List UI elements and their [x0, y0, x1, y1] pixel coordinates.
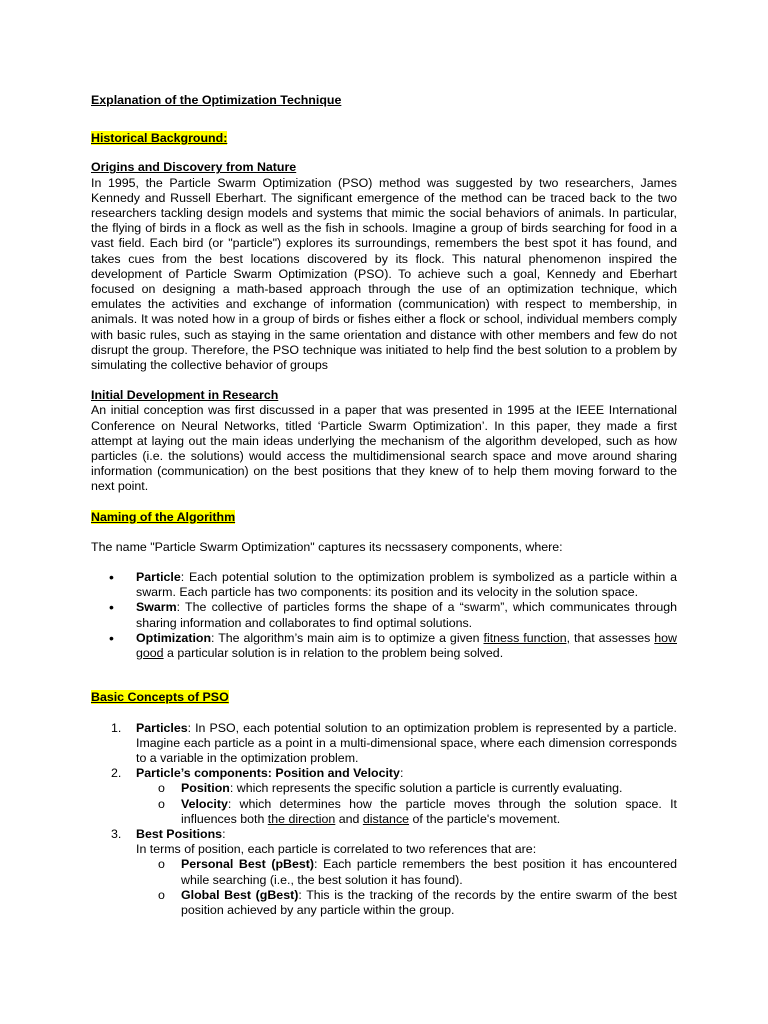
item-text: : In PSO, each potential solution to an optimization problem is represented by a particle. Imagine each particle as a point in a multi-dimensional space, where each dimension corresponds to a variable in the optimization problem. — [136, 720, 677, 765]
how-good-link[interactable]: how good — [136, 630, 677, 661]
naming-list — [91, 570, 677, 661]
origins-paragraph: In 1995, the Particle Swarm Optimization (PSO) method was suggested by two researchers, James Kennedy and Russell Eberhart. The significant emergence of the method can be traced back to the two researchers tackling design models and systems that mimic the social behaviors of animals. In particular, the flying of birds in a flock as well as the fish in schools. Imagine a group of birds searching for food in a vast field. Each bird (or "particle") explores its surroundings, remembers the best spot it has found, and takes cues from the best locations discovered by its flock. This natural phenomenon inspired the development of Particle Swarm Optimization (PSO). To achieve such a goal, Kennedy and Eberhart focused on designing a math-based approach through the use of an optimization technique, which emulates the activities and exchange of information (communication) with respect to membership, in animals. It was noted how in a group of birds or fishes either a flock or school, individual members comply with basic rules, such as staying in the same orientation and distance with other members and few do not disrupt the group. Therefore, the PSO technique was initiated to help find the best solution to a problem by simulating the collective behavior of groups — [91, 175, 677, 373]
naming-heading — [91, 510, 677, 525]
sublist-item — [136, 797, 677, 827]
list-item — [91, 721, 677, 767]
term-position: Position — [181, 781, 230, 796]
document-title: Explanation of the Optimization Technique — [91, 93, 342, 107]
item-text: : The collective of particles forms the shape of a “swarm”, which communicates through sharing information and collaborates to find optimal solutions. — [136, 600, 677, 630]
sublist-item — [136, 888, 677, 918]
origins-heading: Origins and Discovery from Nature — [91, 160, 297, 175]
historical-background-heading — [91, 131, 677, 146]
item-number: 3. — [111, 826, 122, 841]
item-text: : Each potential solution to the optimization problem is symbolized as a particle within a swarm. Each particle has two components: its position and its velocity in the solution space. — [136, 570, 677, 600]
term-best-positions: Best Positions — [136, 826, 223, 841]
item-number: 2. — [111, 766, 122, 781]
item-text: and — [335, 811, 363, 826]
item-text: : — [222, 826, 226, 841]
term-velocity: Velocity — [181, 796, 228, 811]
list-item — [91, 570, 677, 600]
item-text: : This is the tracking of the records by the entire swarm of the best position achieved by any particle within the group. — [181, 887, 677, 917]
list-item — [91, 827, 677, 918]
list-item — [91, 631, 677, 661]
basic-concepts-list — [91, 721, 677, 919]
item-text: a particular solution is in relation to the problem being solved. — [163, 646, 504, 661]
term-particle: Particle — [136, 570, 181, 585]
components-sublist — [136, 781, 677, 827]
item-text: : Each particle remembers the best position it has encountered while searching (i.e., the best solution it has found). — [181, 857, 677, 887]
highlighted-heading: Naming of the Algorithm — [91, 509, 236, 524]
initial-development-heading: Initial Development in Research — [91, 388, 279, 403]
term-swarm: Swarm — [136, 600, 177, 615]
term-gbest: Global Best (gBest) — [181, 887, 299, 902]
term-components: Particle’s components: Position and Velocity — [136, 766, 400, 781]
initial-development-paragraph: An initial conception was first discussed in a paper that was presented in 1995 at the IEEE International Conference on Neural Networks, titled ‘Particle Swarm Optimization’. In this paper, they made a first attempt at laying out the main ideas underlying the mechanism of the algorithm developed, such as how particles (i.e. the solutions) would access the multidimensional search space and move around sharing information (communication) on the best positions that they knew of to help them moving forward to the next point. — [91, 403, 677, 494]
item-text: : — [399, 766, 404, 781]
distance-link[interactable]: distance — [362, 811, 410, 826]
fitness-function-link[interactable]: fitness function, — [483, 630, 571, 645]
list-item — [91, 766, 677, 827]
item-text: of the particle's movement. — [409, 811, 561, 826]
the-direction-link[interactable]: the direction — [267, 811, 336, 826]
term-optimization: Optimization — [136, 630, 212, 645]
item-text: : The algorithm’s main aim is to optimize a given — [211, 630, 484, 645]
basic-concepts-heading — [91, 690, 677, 705]
highlighted-heading: Historical Background: — [91, 131, 228, 146]
item-text: that assesses — [570, 630, 655, 645]
sublist-item — [136, 781, 677, 796]
best-positions-sublist — [136, 857, 677, 918]
item-text: : which determines how the particle moves through the solution space. It influences both — [181, 796, 677, 826]
term-pbest: Personal Best (pBest) — [181, 857, 315, 872]
term-particles: Particles — [136, 720, 188, 735]
best-positions-intro: In terms of position, each particle is correlated to two references that are: — [136, 842, 537, 857]
highlighted-heading: Basic Concepts of PSO — [91, 690, 229, 705]
naming-intro: The name "Particle Swarm Optimization" captures its necssasery components, where: — [91, 539, 563, 554]
item-number: 1. — [111, 720, 122, 735]
item-text: : which represents the specific solution a particle is currently evaluating. — [229, 781, 623, 796]
sublist-item — [136, 857, 677, 887]
list-item — [91, 600, 677, 630]
